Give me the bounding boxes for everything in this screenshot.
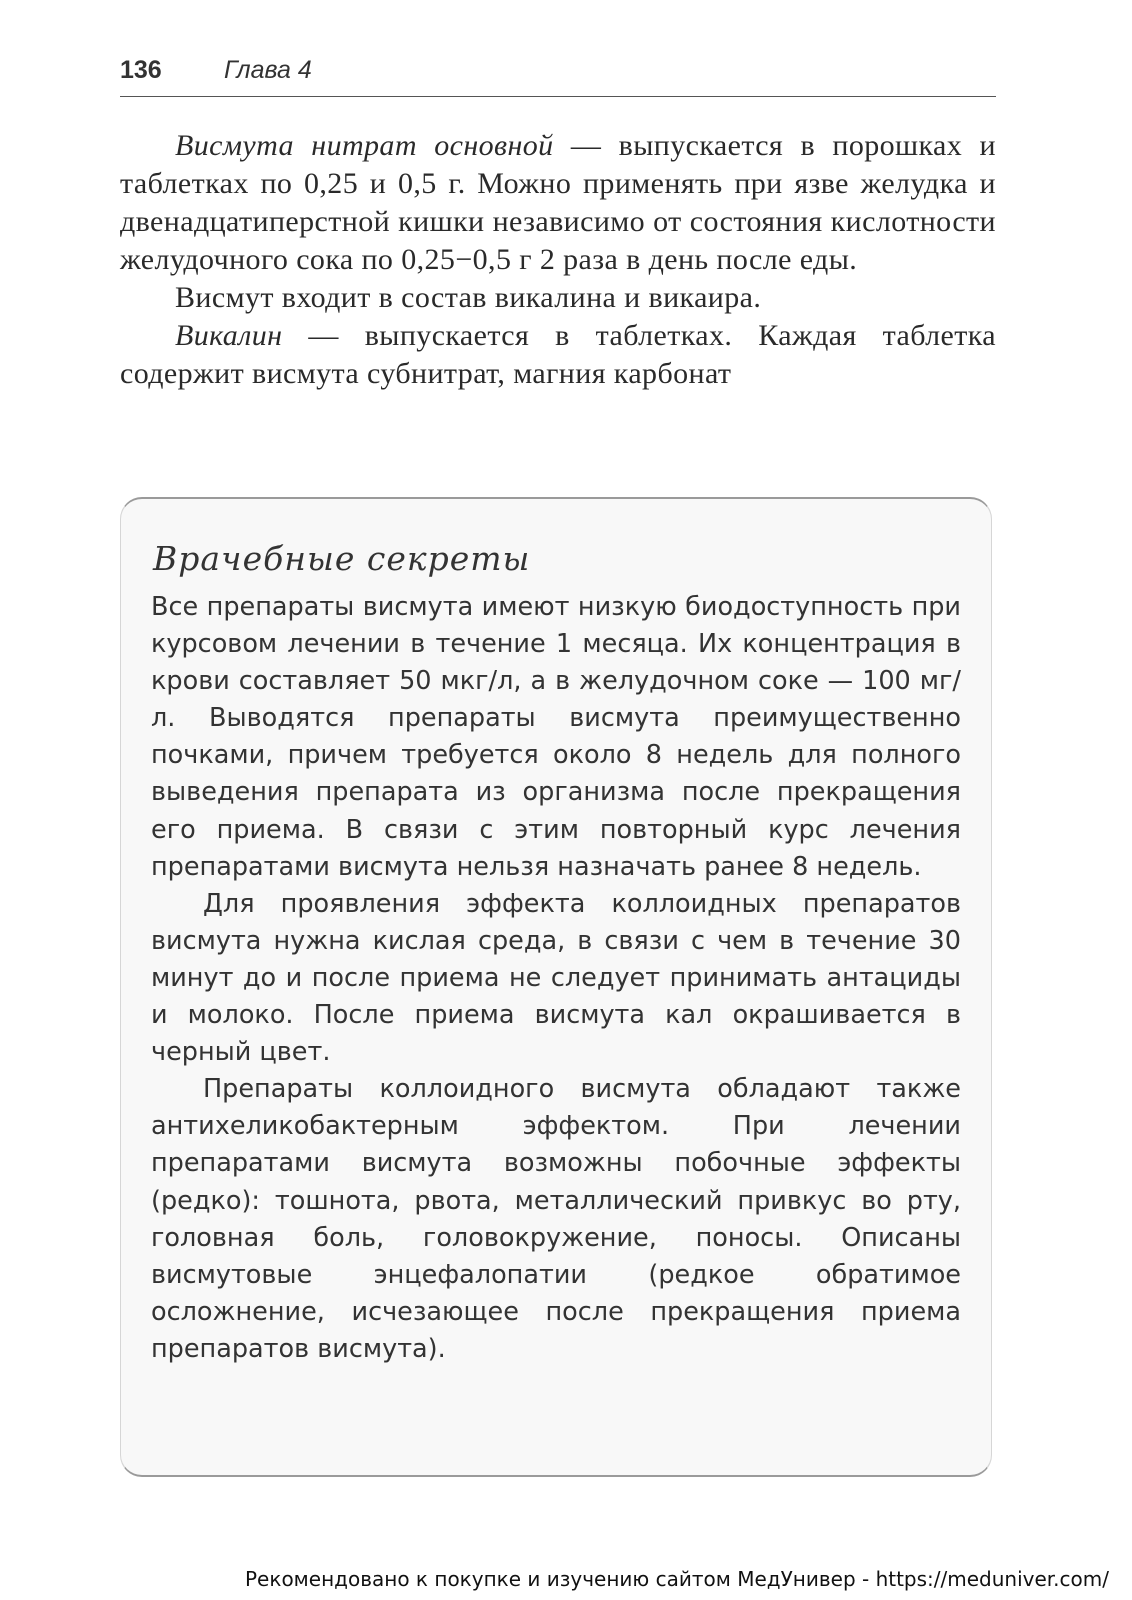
paragraph-text: — выпускается в порошках и таблетках по 0,25 и 0,5 г. Можно применять при язве желудка и двенадцатиперстной кишки независимо от состояния кислотности желудочного сока по 0,25−0,5 г 2 раза в день после еды. bbox=[120, 129, 996, 276]
sidebar-paragraph-2: Для проявления эффекта коллоидных препаратов висмута нужна кислая среда, в связи с чем в течение 30 минут до и после приема не следует принимать антациды и молоко. После приема висмута кал окрашивается в черный цвет. bbox=[151, 888, 961, 1068]
main-text bbox=[120, 127, 996, 393]
running-header bbox=[120, 52, 996, 97]
sidebar-text bbox=[151, 589, 961, 1368]
term-vikalin: Викалин bbox=[175, 319, 283, 352]
sidebar-title: Врачебные секреты bbox=[153, 539, 531, 578]
paragraph-bismuth-composition: Висмут входит в состав викалина и викаира. bbox=[175, 281, 762, 314]
footer-watermark: Рекомендовано к покупке и изучению сайтом МедУнивер - https://meduniver.com/ bbox=[245, 1567, 1109, 1591]
sidebar-paragraph-3: Препараты коллоидного висмута обладают также антихеликобактерным эффектом. При лечении препаратами висмута возможны побочные эффекты (редко): тошнота, рвота, металлический привкус во рту, головная боль, головокружение, поносы. Описаны висмутовые энцефалопатии (редкое обратимое осложнение, исчезающее после прекращения приема препаратов висмута). bbox=[151, 1074, 961, 1364]
paragraph-text: — выпускается в таблетках. Каждая таблетка содержит висмута субнитрат, магния карбонат bbox=[120, 319, 996, 390]
term-bismuth-nitrate: Висмута нитрат основной bbox=[175, 129, 554, 162]
sidebar-box bbox=[120, 497, 992, 1477]
sidebar-paragraph-1: Все препараты висмута имеют низкую биодоступность при курсовом лечении в течение 1 месяца. Их концентрация в крови составляет 50 мкг/л, а в желудочном соке — 100 мг/л. Выводятся препараты висмута преимущественно почками, причем требуется около 8 недель для полного выведения препарата из организма после прекращения его приема. В связи с этим повторный курс лечения препаратами висмута нельзя назначать ранее 8 недель. bbox=[151, 592, 961, 882]
paragraph-vikalin bbox=[120, 317, 996, 393]
chapter-title: Глава 4 bbox=[224, 56, 312, 84]
page-number: 136 bbox=[120, 56, 162, 84]
paragraph-bismuth-nitrate bbox=[120, 127, 996, 279]
